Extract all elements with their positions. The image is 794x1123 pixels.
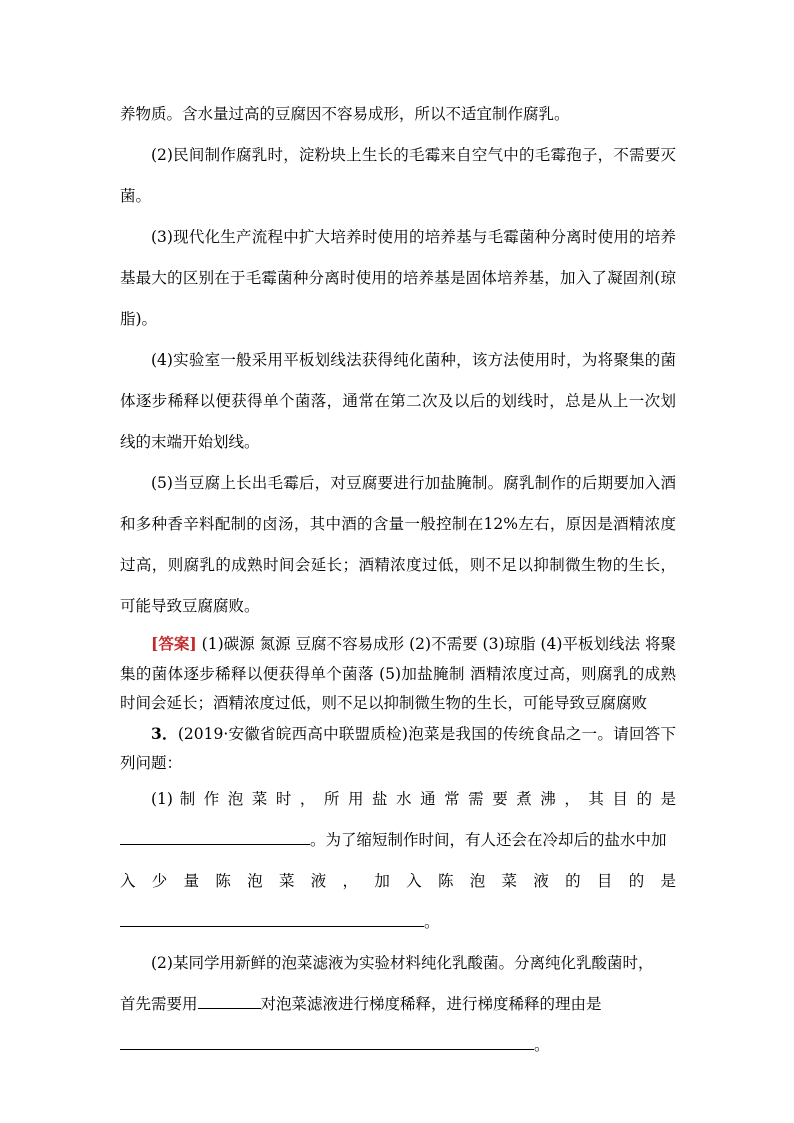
answer-block [120,629,676,719]
answer-blank-3[interactable] [198,990,261,1009]
question-3-part-2-text-a: (2)某同学用新鲜的泡菜滤液为实验材料纯化乳酸菌。分离纯化乳酸菌时， [151,953,654,972]
answer-blank-4[interactable] [120,1031,534,1050]
answer-blank-2[interactable] [120,908,424,927]
question-3-part-2-line-2 [120,984,676,1025]
question-3-part-1-line-3 [120,861,676,902]
question-3-stem [120,719,676,779]
question-3-part-1-line-4 [120,902,676,943]
question-3-part-1-line-1 [120,779,676,820]
question-3-part-1-text-b: 。为了缩短制作时间，有人还会在冷却后的盐水中加 [310,830,667,849]
explanation-part-5: (5)当豆腐上长出毛霉后，对豆腐要进行加盐腌制。腐乳制作的后期要加入酒和多种香辛料配制的卤汤，其中酒的含量一般控制在12%左右，原因是酒精浓度过高，则腐乳的成熟时间会延长；酒精浓度过低，则不足以抑制微生物的生长，可能导致豆腐腐败。 [120,474,676,615]
question-source: (2019·安徽省皖西高中联盟质检) [177,724,408,743]
question-3-part-2-line-1 [120,943,676,984]
question-3-part-2-text-b: 首先需要用 [120,994,198,1013]
explanation-part-4: (4)实验室一般采用平板划线法获得纯化菌种，该方法使用时，为将聚集的菌体逐步稀释以便获得单个菌落，通常在第二次及以后的划线时，总是从上一次划线的末端开始划线。 [120,351,676,451]
question-3-part-1-line-2 [120,820,676,861]
question-3-part-2-line-3 [120,1025,676,1066]
question-3-part-1-text-a: (1) 制 作 泡 菜 时 ， 所 用 盐 水 通 常 需 要 煮 沸 ， 其 目 的 是 [151,789,676,808]
question-stem-text: 泡菜是我国的传统食品之一。请回答下列问题： [120,724,676,772]
question-3-part-1-end: 。 [424,912,440,931]
answer-tag: [答案] [151,634,197,653]
document-page [120,94,676,1066]
explanation-intro: 养物质。含水量过高的豆腐因不容易成形，所以不适宜制作腐乳。 [120,105,570,123]
explanation-part-3: (3)现代化生产流程中扩大培养时使用的培养基与毛霉菌种分离时使用的培养基最大的区别在于毛霉菌种分离时使用的培养基是固体培养基，加入了凝固剂(琼脂)。 [120,228,676,328]
question-3-part-2-end: 。 [534,1035,550,1054]
answer-text: (1)碳源 氮源 豆腐不容易成形 (2)不需要 (3)琼脂 (4)平板划线法 将聚集的菌体逐步稀释以便获得单个菌落 (5)加盐腌制 酒精浓度过高，则腐乳的成熟时间会延长；酒精浓度过低，则不足以抑制微生物的生长，可能导致豆腐腐败 [120,635,676,712]
explanation-part-2: (2)民间制作腐乳时，淀粉块上生长的毛霉来自空气中的毛霉孢子，不需要灭菌。 [120,146,676,205]
question-3-part-2-text-c: 对泡菜滤液进行梯度稀释，进行梯度稀释的理由是 [260,994,602,1013]
answer-blank-1[interactable] [120,826,310,845]
question-number: 3． [151,723,178,743]
question-3-part-1-text-c: 入 少 量 陈 泡 菜 液 ， 加 入 陈 泡 菜 液 的 目 的 是 [120,871,676,890]
